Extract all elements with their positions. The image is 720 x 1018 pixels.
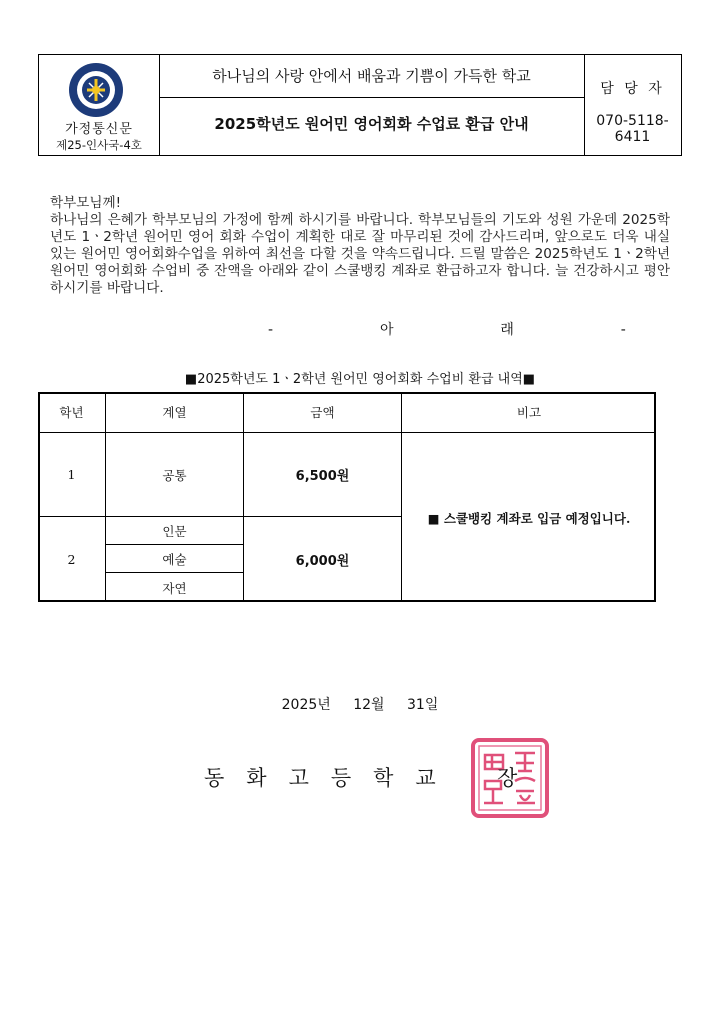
header-track: 계열 (162, 405, 187, 420)
header-title-cell (159, 55, 585, 155)
contact-label: 담 당 자 (600, 81, 665, 97)
row2-track-humanities: 인문 (162, 523, 187, 539)
table-title: ■2025학년도 1ㆍ2학년 원어민 영어회화 수업비 환급 내역■ (184, 372, 536, 387)
letter-header (38, 54, 682, 156)
school-name: 동화고등학교 (204, 766, 458, 790)
header-logo-cell (39, 55, 160, 155)
greeting: 학부모님께! (50, 195, 122, 211)
refund-table (38, 392, 656, 602)
row2-track-science: 자연 (162, 580, 187, 596)
school-logo (67, 61, 125, 119)
document-title: 2025학년도 원어민 영어회화 수업료 환급 안내 (214, 115, 529, 133)
document-type: 가정통신문 (65, 122, 133, 137)
contact-phone: 070-5118-6411 (596, 113, 669, 145)
row1-grade: 1 (67, 467, 76, 482)
row2-track-arts: 예술 (162, 551, 187, 567)
school-slogan: 하나님의 사랑 안에서 배움과 기쁨이 가득한 학교 (212, 67, 531, 85)
remark-note: ■ 스쿨뱅킹 계좌로 입금 예정입니다. (427, 510, 631, 526)
letter-date: 2025년 12월 31일 (281, 697, 439, 713)
header-contact-cell (584, 55, 681, 155)
header-remark: 비고 (516, 405, 542, 420)
header-amount: 금액 (310, 405, 335, 420)
letter-body (50, 195, 670, 297)
header-divider (159, 97, 584, 98)
row1-track: 공통 (162, 467, 187, 483)
document-number: 제25-인사국-4호 (56, 138, 142, 152)
principal-suffix: 장 (497, 766, 518, 790)
row2-amount: 6,000원 (295, 554, 350, 569)
row2-grade: 2 (67, 552, 76, 567)
header-grade: 학년 (59, 405, 84, 420)
row1-amount: 6,500원 (295, 469, 350, 484)
notice-heading: - 아 래 - (268, 322, 628, 338)
letter-paragraph: 하나님의 은혜가 학부모님의 가정에 함께 하시기를 바랍니다. 학부모님들의 기도와 성원 가운데 2025학년도 1ㆍ2학년 원어민 영어 회화 수업이 계획한 대로 잘 마무리된 것에 감사드리며, 앞으로도 더욱 내실 있는 원어민 영어회화수업을 위하여 최선을 다할 것을 약속드립니다. 드릴 말씀은 2025학년도 1ㆍ2학년 원어민 영어회화 수업비 중 잔액을 아래와 같이 스쿨뱅킹 계좌로 환급하고자 합니다. 늘 건강하시고 평안하시기를 바랍니다. (50, 212, 670, 296)
